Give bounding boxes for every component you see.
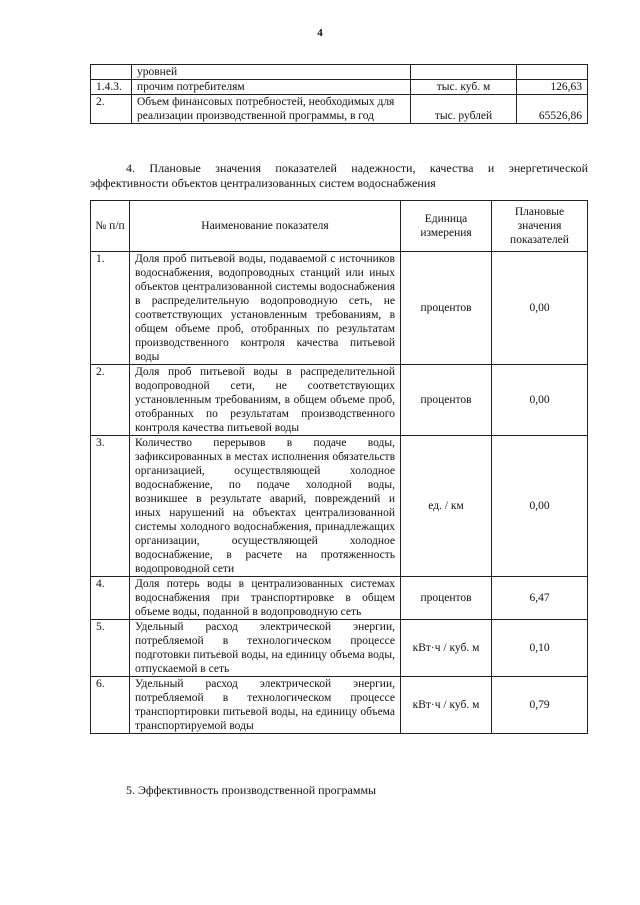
row-name: Объем финансовых потребностей, необходимых для реализации производственной программы, в год [132,95,411,124]
indicator-unit: процентов [401,577,492,620]
header-num: № п/п [91,201,130,252]
indicator-value: 0,10 [492,620,588,677]
header-value: Плановые значения показателей [492,201,588,252]
indicator-value: 6,47 [492,577,588,620]
indicator-name: Удельный расход электрической энергии, потребляемой в технологическом процессе транспортировки питьевой воды, на единицу объема транспортируемой воды [130,677,401,734]
indicator-row [91,365,588,436]
indicator-unit: процентов [401,252,492,365]
row-value: 65526,86 [517,95,588,124]
top-table-fragment [90,64,588,124]
section-4-title [90,161,588,191]
section-5-title: 5. Эффективность производственной программы [126,783,377,797]
row-name: уровней [132,65,411,80]
indicator-unit: ед. / км [401,436,492,577]
indicator-name: Доля потерь воды в централизованных системах водоснабжения при транспортировке в общем объеме воды, поданной в водопроводную сеть [130,577,401,620]
row-unit: тыс. рублей [411,95,517,124]
indicators-table [90,200,588,734]
indicator-number: 1. [91,252,130,365]
indicator-unit: кВт·ч / куб. м [401,620,492,677]
indicators-header-row [91,201,588,252]
indicator-number: 3. [91,436,130,577]
header-unit: Единица измерения [401,201,492,252]
indicator-row [91,677,588,734]
row-number [91,65,132,80]
section-4-title-text: 4. Плановые значения показателей надежности, качества и энергетической эффективности объектов централизованных систем водоснабжения [90,161,588,190]
indicator-row [91,252,588,365]
indicator-name: Доля проб питьевой воды в распределительной водопроводной сети, не соответствующих установленным требованиям, в общем объеме проб, отобранных по результатам производственного контроля качества питьевой воды [130,365,401,436]
top-table-row [91,65,588,80]
indicator-value: 0,79 [492,677,588,734]
indicator-unit: процентов [401,365,492,436]
row-unit: тыс. куб. м [411,80,517,95]
top-table-row [91,80,588,95]
indicator-name: Удельный расход электрической энергии, потребляемой в технологическом процессе подготовки питьевой воды, на единицу объема воды, отпускаемой в сеть [130,620,401,677]
row-number: 2. [91,95,132,124]
indicator-row [91,436,588,577]
indicator-number: 4. [91,577,130,620]
top-table-row [91,95,588,124]
row-name: прочим потребителям [132,80,411,95]
indicator-row [91,577,588,620]
indicator-number: 2. [91,365,130,436]
indicator-unit: кВт·ч / куб. м [401,677,492,734]
indicator-row [91,620,588,677]
indicator-value: 0,00 [492,365,588,436]
header-name: Наименование показателя [130,201,401,252]
indicator-value: 0,00 [492,436,588,577]
row-value: 126,63 [517,80,588,95]
indicator-name: Доля проб питьевой воды, подаваемой с источников водоснабжения, водопроводных станций или иных объектов централизованной системы водоснабжения в распределительную водопроводную сеть, не соответствующих установленным требованиям, в общем объеме проб, отобранных по результатам производственного контроля качества питьевой воды [130,252,401,365]
row-value [517,65,588,80]
indicator-value: 0,00 [492,252,588,365]
indicator-name: Количество перерывов в подаче воды, зафиксированных в местах исполнения обязательств организацией, осуществляющей холодное водоснабжение, по подаче холодной воды, возникшее в результате аварий, повреждений и иных нарушений на объектах централизованной системы холодного водоснабжения, принадлежащих организации, осуществляющей холодное водоснабжение, в расчете на протяженность водопроводной сети [130,436,401,577]
row-number: 1.4.3. [91,80,132,95]
indicator-number: 6. [91,677,130,734]
page-number: 4 [317,27,323,39]
indicator-number: 5. [91,620,130,677]
row-unit [411,65,517,80]
